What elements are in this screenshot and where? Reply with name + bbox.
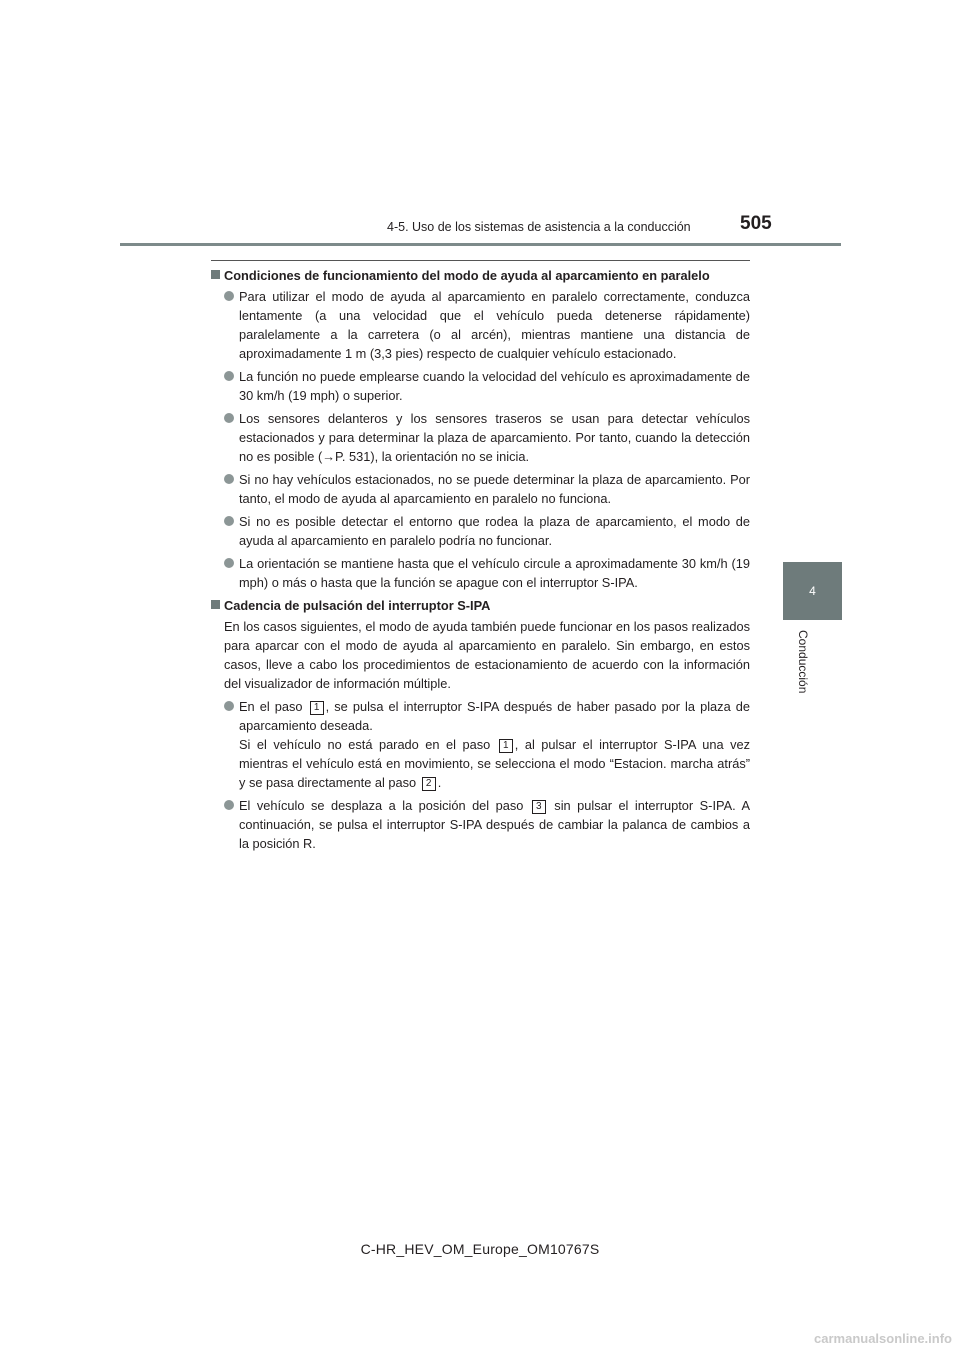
intro-paragraph: En los casos siguientes, el modo de ayuda también puede funcionar en los pasos realizados para aparcar con el modo de ayuda al aparcamiento en paralelo. Sin embargo, en estos casos, lleve a cabo los procedimientos de estacionamiento de acuerdo con la información del visualizador de información múltiple. bbox=[224, 619, 750, 691]
section-divider bbox=[211, 260, 750, 261]
list-item: Para utilizar el modo de ayuda al aparcamiento en paralelo correctamente, conduzca lentamente (a una velocidad que el vehículo pueda detenerse rápidamente) paralelamente a la carretera (o al arcén), mientras mantiene una distancia de aproximadamente 1 m (3,3 pies) respecto de cualquier vehículo estacionado. bbox=[211, 287, 750, 363]
page-number: 505 bbox=[740, 213, 772, 234]
bullet-icon bbox=[224, 413, 234, 423]
list-item: Si no hay vehículos estacionados, no se puede determinar la plaza de aparcamiento. Por tanto, el modo de ayuda al aparcamiento en paralelo no funciona. bbox=[211, 470, 750, 508]
watermark: carmanualsonline.info bbox=[814, 1331, 952, 1346]
chapter-tab bbox=[783, 562, 842, 620]
list-item: Los sensores delanteros y los sensores traseros se usan para detectar vehículos estacionados y para determinar la plaza de aparcamiento. Por tanto, cuando la detección no es posible (→P. 531), la orientación no se inicia. bbox=[211, 409, 750, 466]
bullet-icon bbox=[224, 291, 234, 301]
section-heading-conditions: Condiciones de funcionamiento del modo de ayuda al aparcamiento en paralelo bbox=[211, 266, 750, 285]
page-content bbox=[211, 266, 750, 857]
chapter-number: 4 bbox=[809, 584, 816, 598]
bullet-icon bbox=[224, 701, 234, 711]
chapter-label: Conducción bbox=[796, 630, 810, 694]
running-header: 4-5. Uso de los sistemas de asistencia a la conducción bbox=[387, 220, 691, 234]
bullet-icon bbox=[224, 371, 234, 381]
step-2-icon: 2 bbox=[422, 777, 436, 791]
bullet-icon bbox=[224, 800, 234, 810]
step-1-icon: 1 bbox=[310, 701, 324, 715]
bullet-icon bbox=[224, 516, 234, 526]
step-1-icon: 1 bbox=[499, 739, 513, 753]
bullet-icon bbox=[224, 474, 234, 484]
list-item: En el paso 1 , se pulsa el interruptor S-IPA después de haber pasado por la plaza de aparcamiento deseada. Si el vehículo no está parado en el paso 1 , al pulsar el interruptor S-IPA una vez mientras el vehículo está en movimiento, se selecciona el modo “Estacion. marcha atrás” y se pasa directamente al paso 2 . bbox=[211, 697, 750, 792]
section-heading-timing: Cadencia de pulsación del interruptor S-IPA bbox=[211, 596, 750, 615]
header-rule bbox=[120, 243, 841, 246]
document-code: C-HR_HEV_OM_Europe_OM10767S bbox=[360, 1241, 600, 1257]
step-3-icon: 3 bbox=[532, 800, 546, 814]
list-item: La orientación se mantiene hasta que el vehículo circule a aproximadamente 30 km/h (19 mph) o más o hasta que la función se apague con el interruptor S-IPA. bbox=[211, 554, 750, 592]
bullet-icon bbox=[224, 558, 234, 568]
list-item: El vehículo se desplaza a la posición del paso 3 sin pulsar el interruptor S-IPA. A continuación, se pulsa el interruptor S-IPA después de cambiar la palanca de cambios a la posición R. bbox=[211, 796, 750, 853]
list-item: Si no es posible detectar el entorno que rodea la plaza de aparcamiento, el modo de ayuda al aparcamiento en paralelo podría no funcionar. bbox=[211, 512, 750, 550]
list-item: La función no puede emplearse cuando la velocidad del vehículo es aproximadamente de 30 km/h (19 mph) o superior. bbox=[211, 367, 750, 405]
